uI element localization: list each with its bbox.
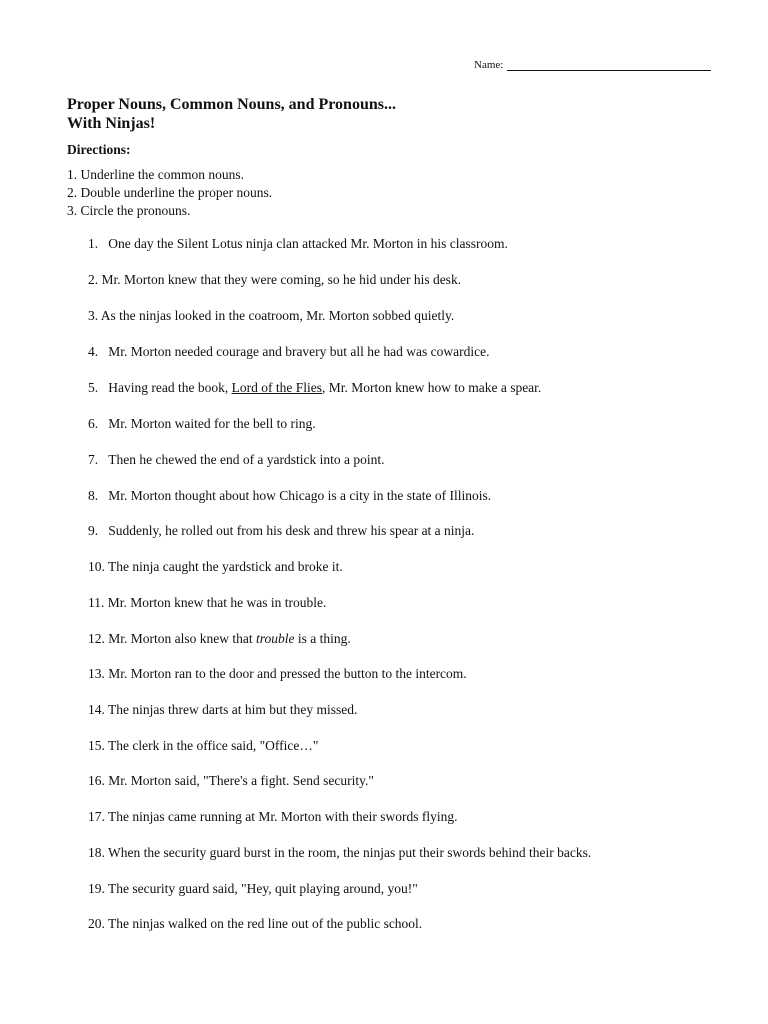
sentence-text-post: is a thing.	[294, 631, 351, 646]
sentence-text-pre: Having read the book,	[108, 380, 232, 395]
italic-word: trouble	[256, 631, 295, 646]
sentence-item	[88, 702, 357, 718]
directions-list	[67, 166, 272, 220]
sentence-text: The ninjas walked on the red line out of the public school.	[108, 916, 423, 931]
sentence-text: Then he chewed the end of a yardstick into a point.	[108, 452, 385, 467]
sentence-number: 4.	[88, 344, 99, 359]
sentence-text	[108, 631, 351, 646]
sentence-number: 6.	[88, 416, 99, 431]
sentence-number: 9.	[88, 523, 99, 538]
name-field	[474, 58, 711, 71]
direction-item: 1. Underline the common nouns.	[67, 167, 244, 182]
sentence-item	[88, 738, 318, 754]
sentence-text: When the security guard burst in the room, the ninjas put their swords behind their backs.	[108, 845, 592, 860]
title-line-1: Proper Nouns, Common Nouns, and Pronouns...	[67, 96, 396, 113]
sentence-text	[108, 380, 541, 395]
sentence-number: 12.	[88, 631, 105, 646]
sentence-text: Suddenly, he rolled out from his desk and threw his spear at a ninja.	[108, 523, 475, 538]
direction-item: 2. Double underline the proper nouns.	[67, 185, 273, 200]
name-label: Name:	[474, 59, 504, 71]
sentence-text-pre: Mr. Morton also knew that	[108, 631, 256, 646]
sentence-item	[88, 809, 457, 825]
sentence-text: Mr. Morton knew that they were coming, so he hid under his desk.	[101, 272, 462, 287]
sentence-item	[88, 881, 418, 897]
sentence-number: 19.	[88, 881, 105, 896]
sentence-text: Mr. Morton thought about how Chicago is a city in the state of Illinois.	[108, 488, 492, 503]
book-title: Lord of the Flies	[231, 380, 322, 395]
sentence-number: 15.	[88, 738, 105, 753]
sentence-text: Mr. Morton said, "There's a fight. Send security."	[108, 773, 374, 788]
sentence-number: 1.	[88, 236, 99, 251]
sentence-item	[88, 666, 467, 682]
sentence-text: As the ninjas looked in the coatroom, Mr. Morton sobbed quietly.	[100, 308, 455, 323]
sentence-text: The clerk in the office said, "Office…"	[108, 738, 319, 753]
sentence-number: 13.	[88, 666, 105, 681]
sentence-item	[88, 559, 343, 575]
sentence-text: The ninjas threw darts at him but they missed.	[108, 702, 358, 717]
sentence-number: 18.	[88, 845, 105, 860]
sentence-text: One day the Silent Lotus ninja clan attacked Mr. Morton in his classroom.	[108, 236, 508, 251]
sentence-item	[88, 523, 474, 539]
sentence-item	[88, 916, 422, 932]
sentence-text: The ninja caught the yardstick and broke it.	[108, 559, 343, 574]
sentence-text: The security guard said, "Hey, quit playing around, you!"	[108, 881, 418, 896]
direction-item: 3. Circle the pronouns.	[67, 203, 191, 218]
sentence-text: Mr. Morton knew that he was in trouble.	[107, 595, 327, 610]
sentence-number: 14.	[88, 702, 105, 717]
sentence-number: 5.	[88, 380, 99, 395]
directions-heading: Directions:	[67, 142, 131, 157]
sentence-item	[88, 236, 508, 252]
sentence-text: Mr. Morton waited for the bell to ring.	[108, 416, 316, 431]
sentence-text: Mr. Morton ran to the door and pressed the button to the intercom.	[108, 666, 467, 681]
sentence-number: 20.	[88, 916, 105, 931]
sentence-number: 17.	[88, 809, 105, 824]
sentence-number: 16.	[88, 773, 105, 788]
sentence-text-post: , Mr. Morton knew how to make a spear.	[321, 380, 542, 395]
sentence-item	[88, 452, 385, 468]
sentence-item	[88, 773, 374, 789]
sentence-text: The ninjas came running at Mr. Morton with their swords flying.	[108, 809, 458, 824]
sentence-item	[88, 272, 461, 288]
sentence-number: 3.	[88, 308, 99, 323]
worksheet-title	[67, 95, 396, 133]
sentence-item	[88, 308, 454, 324]
sentence-number: 10.	[88, 559, 105, 574]
sentence-number: 2.	[88, 272, 99, 287]
sentence-number: 8.	[88, 488, 99, 503]
sentence-item	[88, 380, 541, 396]
sentence-number: 7.	[88, 452, 99, 467]
sentence-item	[88, 344, 489, 360]
sentence-item	[88, 595, 326, 611]
sentence-text: Mr. Morton needed courage and bravery but all he had was cowardice.	[108, 344, 490, 359]
sentence-number: 11.	[88, 595, 105, 610]
sentence-item	[88, 416, 316, 432]
sentence-item	[88, 488, 491, 504]
name-blank-line[interactable]	[507, 58, 711, 71]
sentence-item	[88, 845, 591, 861]
title-line-2: With Ninjas!	[67, 115, 156, 132]
sentence-item	[88, 631, 351, 647]
